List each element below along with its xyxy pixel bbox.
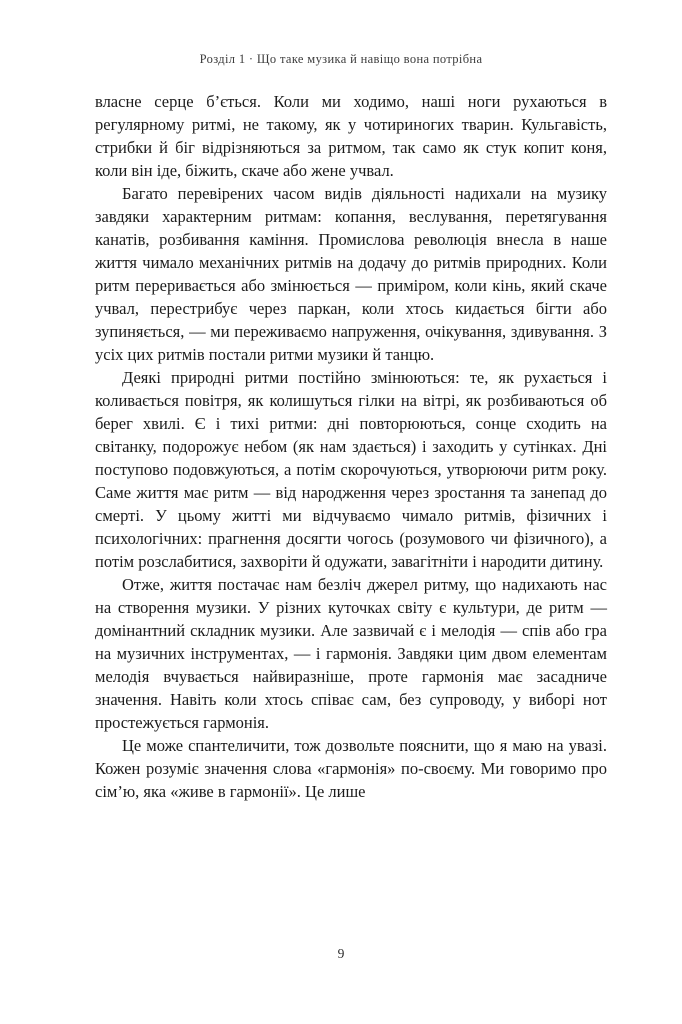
running-header: Розділ 1 · Що таке музика й навіщо вона потрібна — [199, 52, 483, 66]
paragraph: Багато перевірених часом видів діяльності надихали на музику завдяки характерним ритмам: копання, веслування, перетягування канатів, розбивання каміння. Промислова революція внесла в наше життя чимало механічних ритмів на додачу до ритмів природних. Коли ритм переривається або змінюється — приміром, коли кінь, який скаче учвал, перестрибує через паркан, коли хтось кидається бігти або зупиняється, — ми переживаємо напруження, очікування, здивування. З усіх цих ритмів постали ритми музики й танцю. — [95, 184, 607, 364]
paragraph-continuation: власне серце б’ється. Коли ми ходимо, наші ноги рухаються в регулярному ритмі, не такому, як у чотириногих тварин. Кульгавість, стрибки й біг відрізняються за ритмом, так само як стук копит коня, коли він іде, біжить, скаче або жене учвал. — [95, 92, 607, 180]
paragraph: Це може спантеличити, тож дозвольте пояснити, що я маю на увазі. Кожен розуміє значення слова «гармонія» по-своєму. Ми говоримо про сім’ю, яка «живе в гармонії». Це лише — [95, 736, 607, 801]
page-number: 9 — [337, 946, 345, 961]
page-body — [95, 90, 607, 803]
paragraph: Деякі природні ритми постійно змінюються: те, як рухається і коливається повітря, як колишуться гілки на вітрі, як розбиваються об берег хвилі. Є і тихі ритми: дні повторюються, сонце сходить на світанку, подорожує небом (як нам здається) і заходить у сутінках. Дні поступово подовжуються, а потім скорочуються, утворюючи ритм року. Саме життя має ритм — від народження через зростання та занепад до смерті. У цьому житті ми відчуваємо чимало ритмів, фізичних і психологічних: прагнення досягти чогось (розумового чи фізичного), а потім розслабитися, захворіти й одужати, завагітніти і народити дитину. — [95, 368, 607, 571]
paragraph: Отже, життя постачає нам безліч джерел ритму, що надихають нас на створення музики. У різних куточках світу є культури, де ритм — домінантний складник музики. Але зазвичай є і мелодія — спів або гра на музичних інструментах, — і гармонія. Завдяки цим двом елементам мелодія вчувається найвиразніше, проте гармонія має засадниче значення. Навіть коли хтось співає сам, без супроводу, у виборі нот простежується гармонія. — [95, 575, 607, 732]
